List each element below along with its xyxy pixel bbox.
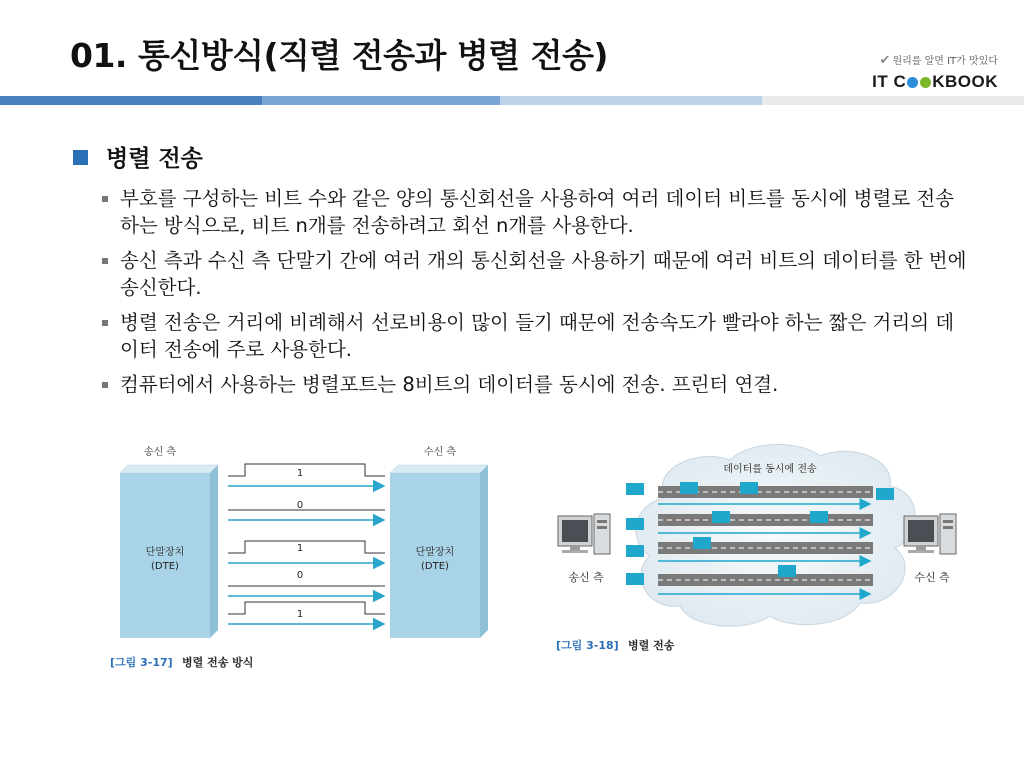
section-heading-text: 병렬 전송 [106, 146, 203, 172]
sender-device-name: 단말장치 [145, 547, 185, 558]
waveform-line [228, 464, 385, 476]
data-packet [693, 537, 711, 549]
receiver-device-top [390, 465, 488, 473]
bullet-item [100, 371, 970, 398]
check-icon: ✔ [879, 53, 891, 68]
bit-label: 1 [296, 609, 304, 620]
receiver-label: 수신 측 [423, 447, 457, 458]
figure1-caption-number: [그림 3-17] [110, 656, 173, 669]
receiver-computer-icon [904, 514, 956, 554]
sender-device-side [210, 465, 218, 638]
receiver-device-side [480, 465, 488, 638]
receiver-device-sub: (DTE) [421, 561, 449, 572]
data-packet [680, 482, 698, 494]
waveform-line [228, 541, 385, 553]
data-packet [626, 518, 644, 530]
cloud-label: 데이터를 동시에 전송 [723, 464, 817, 475]
header-bar-segment-2 [262, 96, 500, 105]
data-packet [876, 488, 894, 500]
figure2-caption-text: 병렬 전송 [628, 639, 675, 652]
data-packet [740, 482, 758, 494]
header-bar-segment-1 [0, 96, 262, 105]
logo-tagline-text: 원리를 알면 IT가 맛있다 [892, 56, 998, 67]
data-packet [712, 511, 730, 523]
bullet-icon [102, 320, 108, 326]
figure1-caption-text: 병렬 전송 방식 [182, 656, 254, 669]
figure2-caption-number: [그림 3-18] [556, 639, 619, 652]
fig2-sender-label: 송신 측 [568, 571, 604, 584]
data-packet [626, 483, 644, 495]
page-title: 01. 통신방식(직렬 전송과 병렬 전송) [70, 36, 608, 75]
bullet-text: 병렬 전송은 거리에 비례해서 선로비용이 많이 들기 때문에 전송속도가 빨라야 하는 짧은 거리의 데이터 전송에 주로 사용한다. [120, 311, 955, 361]
bullet-text: 컴퓨터에서 사용하는 병렬포트는 8비트의 데이터를 동시에 전송. 프린터 연결. [120, 373, 779, 396]
figure-parallel-transmission-svg [550, 438, 980, 663]
bullet-item [100, 247, 970, 301]
logo-dot-blue-icon [907, 77, 918, 88]
bullet-text: 송신 측과 수신 측 단말기 간에 여러 개의 통신회선을 사용하기 때문에 여러 비트의 데이터를 한 번에 송신한다. [120, 249, 967, 299]
bit-label: 0 [296, 570, 304, 581]
bit-label: 0 [296, 500, 304, 511]
square-bullet-icon [73, 150, 88, 165]
bullet-icon [102, 196, 108, 202]
logo-brand-post: KBOOK [932, 72, 998, 91]
bullet-list [100, 185, 970, 406]
data-packet [810, 511, 828, 523]
bullet-item [100, 309, 970, 363]
bullet-icon [102, 258, 108, 264]
sender-label: 송신 측 [143, 447, 177, 458]
section-heading [73, 140, 203, 173]
data-packet [626, 545, 644, 557]
data-packet [626, 573, 644, 585]
receiver-device-name: 단말장치 [415, 547, 455, 558]
bullet-item [100, 185, 970, 239]
figure-parallel-method-svg [100, 438, 520, 678]
bullet-icon [102, 382, 108, 388]
logo-dot-green-icon [920, 77, 931, 88]
bit-label: 1 [296, 543, 304, 554]
sender-device-sub: (DTE) [151, 561, 179, 572]
bit-label: 1 [296, 468, 304, 479]
fig2-receiver-label: 수신 측 [914, 571, 950, 584]
sender-device-top [120, 465, 218, 473]
data-packet [778, 565, 796, 577]
header-bar-segment-3 [500, 96, 762, 105]
logo-brand-pre: IT C [872, 72, 907, 91]
header-bar-segment-4 [762, 96, 1024, 105]
sender-computer-icon [558, 514, 610, 554]
figure-parallel-method [100, 438, 520, 678]
logo-tagline [880, 52, 998, 68]
bullet-text: 부호를 구성하는 비트 수와 같은 양의 통신회선을 사용하여 여러 데이터 비트를 동시에 병렬로 전송하는 방식으로, 비트 n개를 전송하려고 회선 n개를 사용한다. [120, 187, 955, 237]
waveform-line [228, 602, 385, 614]
figure-parallel-transmission [550, 438, 980, 663]
it-cookbook-logo [858, 52, 998, 96]
logo-brand [872, 72, 998, 92]
